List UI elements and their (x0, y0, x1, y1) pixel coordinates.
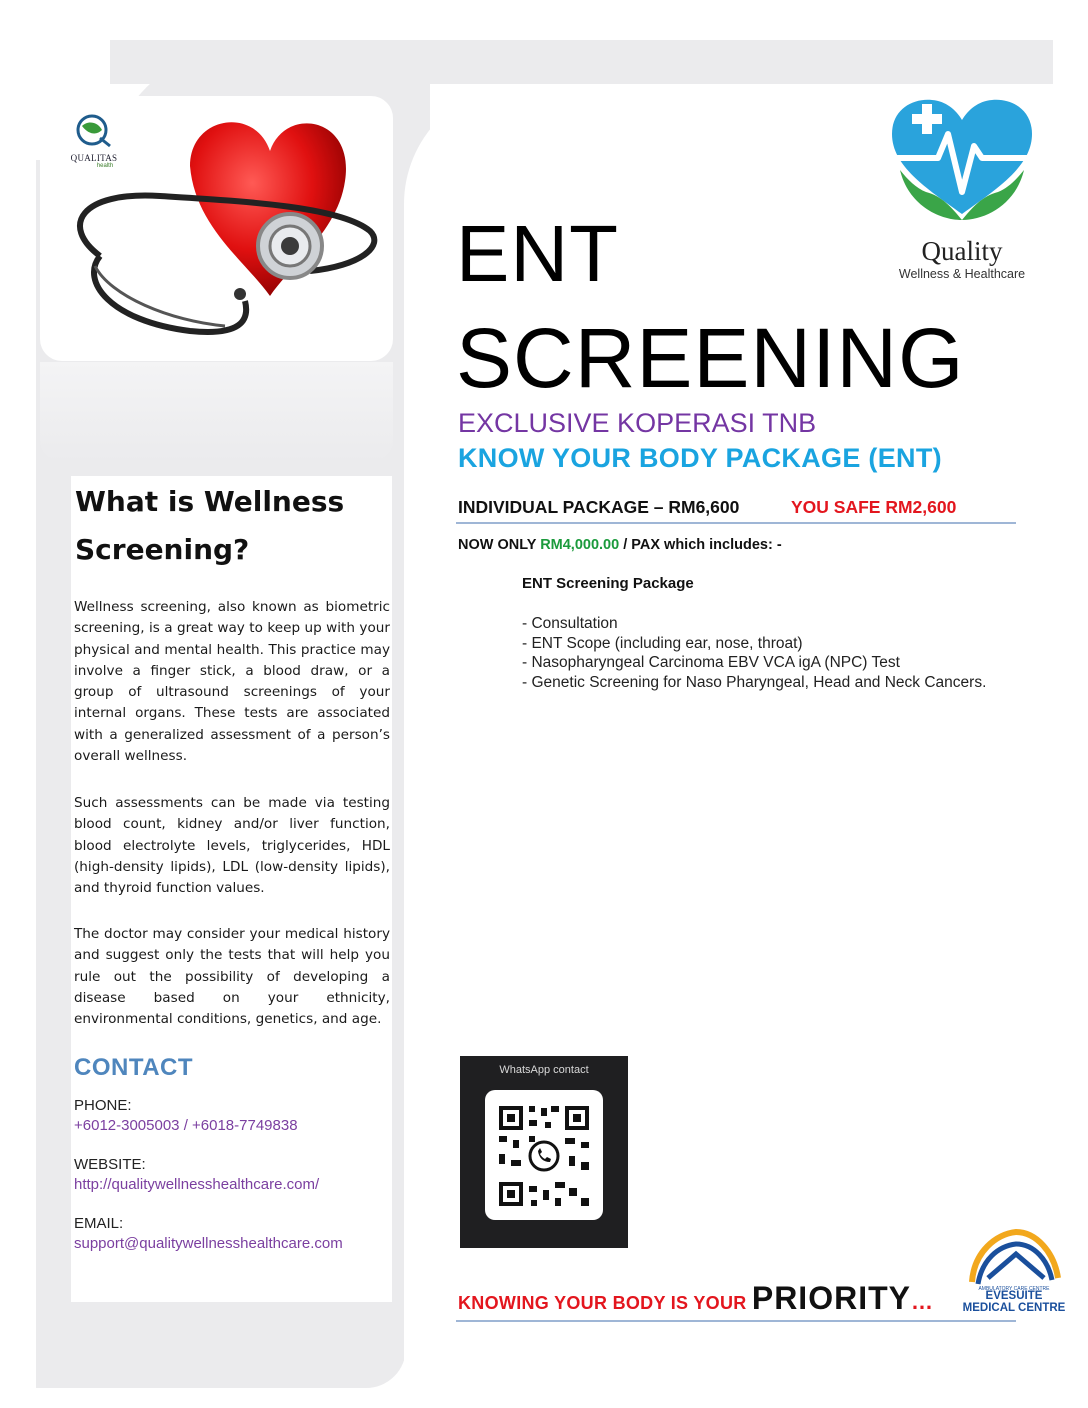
page-title-line-1: ENT (456, 209, 619, 298)
qr-code-icon (485, 1090, 603, 1220)
image-reflection (40, 362, 393, 462)
qualitas-name: QUALITAS (70, 153, 118, 163)
now-price: RM4,000.00 (540, 537, 620, 553)
now-prefix: NOW ONLY (458, 537, 541, 553)
priority-tagline (458, 1280, 933, 1317)
contact-heading: CONTACT (74, 1054, 194, 1081)
list-item: - Genetic Screening for Naso Pharyngeal, Head and Neck Cancers. (522, 673, 987, 691)
qualitas-logo (64, 112, 124, 169)
save-amount: YOU SAFE RM2,600 (791, 497, 957, 517)
quality-brand-name: Quality (921, 236, 1003, 266)
website-link[interactable]: http://qualitywellnesshealthcare.com/ (74, 1176, 320, 1193)
background-band (110, 40, 1053, 84)
qr-caption: WhatsApp contact (499, 1064, 589, 1076)
divider-top (456, 522, 1016, 524)
list-item: - ENT Scope (including ear, nose, throat) (522, 634, 803, 652)
page-title-line-2: SCREENING (456, 311, 965, 405)
eve-tag: AMBULATORY CARE CENTRE (978, 1286, 1050, 1292)
eve-name-1: EVESUITE (985, 1290, 1043, 1302)
sidebar-paragraph-2: Such assessments can be made via testing blood count, kidney and/or liver function, blood electrolyte levels, triglycerides, HDL (high-density lipids), LDL (low-density lipids), and thyroid function values. (74, 795, 390, 897)
priority-dots: … (910, 1289, 934, 1314)
eve-name-2: MEDICAL CENTRE (962, 1302, 1066, 1314)
qualitas-sub: health (96, 163, 114, 169)
list-item: - Consultation (522, 615, 618, 632)
package-items (522, 614, 992, 692)
email-link[interactable]: support@qualitywellnesshealthcare.com (74, 1235, 343, 1252)
exclusive-subtitle: EXCLUSIVE KOPERASI TNB (458, 408, 817, 438)
priority-big: PRIORITY (751, 1280, 911, 1316)
sidebar-title: What is Wellness Screening? (75, 485, 345, 566)
sidebar-paragraph-1: Wellness screening, also known as biometric screening, is a great way to keep up with your physical and mental health. This practice may involve a finger stick, a blood draw, or a group of ultrasound screenings of your internal organs. These tests are associated with a generalized assessment of a person’s overall wellness. (74, 599, 390, 765)
phone-label: PHONE: (74, 1097, 132, 1114)
package-name: KNOW YOUR BODY PACKAGE (ENT) (458, 443, 942, 473)
now-only-line (458, 537, 782, 553)
package-title: ENT Screening Package (522, 575, 694, 592)
evesuite-name (962, 1290, 1066, 1314)
individual-package-price: INDIVIDUAL PACKAGE – RM6,600 (458, 497, 740, 517)
heart-hands-icon (886, 96, 1038, 236)
qualitas-globe-icon (64, 112, 124, 148)
divider-bottom (456, 1320, 1016, 1322)
evesuite-roof-icon (964, 1222, 1064, 1292)
quality-brand-sub: Wellness & Healthcare (898, 267, 1026, 281)
email-label: EMAIL: (74, 1215, 124, 1232)
qr-code[interactable] (485, 1090, 603, 1220)
list-item: - Nasopharyngeal Carcinoma EBV VCA igA (NPC) Test (522, 654, 900, 672)
website-label: WEBSITE: (74, 1156, 146, 1173)
now-suffix: / PAX which includes: - (619, 537, 782, 553)
priority-small: KNOWING YOUR BODY IS YOUR (458, 1293, 752, 1313)
phone-link[interactable]: +6012-3005003 / +6018-7749838 (74, 1117, 298, 1134)
sidebar-paragraph-3: The doctor may consider your medical history and suggest only the tests that will help you rule out the possibility of developing a disease based on your ethnicity, environmental conditions, genetics, and age. (74, 926, 390, 1028)
